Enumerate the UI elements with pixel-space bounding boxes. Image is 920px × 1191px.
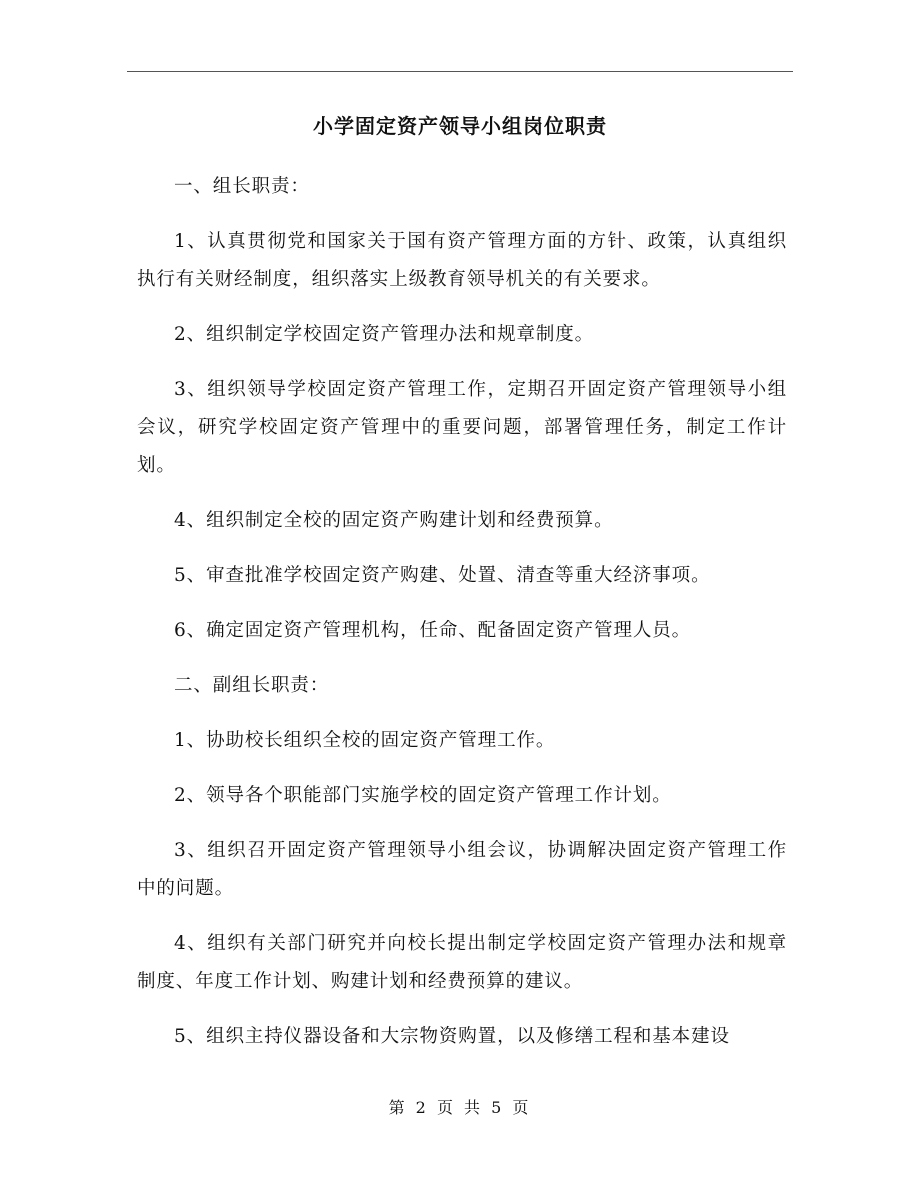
document-title: 小学固定资产领导小组岗位职责 [313, 114, 607, 138]
paragraph: 4、组织有关部门研究并向校长提出制定学校固定资产管理办法和规章制度、年度工作计划、购建计划和经费预算的建议。 [137, 933, 787, 992]
paragraph: 二、副组长职责： [174, 675, 330, 696]
paragraph: 3、组织领导学校固定资产管理工作，定期召开固定资产管理领导小组会议，研究学校固定资产管理中的重要问题，部署管理任务，制定工作计划。 [137, 379, 787, 476]
paragraph: 1、认真贯彻党和国家关于国有资产管理方面的方针、政策，认真组织执行有关财经制度，组织落实上级教育领导机关的有关要求。 [137, 231, 787, 290]
paragraph: 2、组织制定学校固定资产管理办法和规章制度。 [174, 324, 595, 345]
paragraph: 3、组织召开固定资产管理领导小组会议，协调解决固定资产管理工作中的问题。 [137, 840, 787, 899]
paragraph: 6、确定固定资产管理机构，任命、配备固定资产管理人员。 [174, 620, 692, 641]
paragraph: 4、组织制定全校的固定资产购建计划和经费预算。 [174, 510, 614, 531]
document-body [137, 168, 787, 1073]
header-rule [127, 71, 793, 72]
paragraph: 1、协助校长组织全校的固定资产管理工作。 [174, 730, 556, 751]
paragraph: 一、组长职责： [174, 176, 310, 197]
paragraph: 5、组织主持仪器设备和大宗物资购置，以及修缮工程和基本建设 [174, 1026, 730, 1047]
paragraph: 5、审查批准学校固定资产购建、处置、清查等重大经济事项。 [174, 565, 711, 586]
paragraph: 2、领导各个职能部门实施学校的固定资产管理工作计划。 [174, 785, 672, 806]
page-number: 第 2 页 共 5 页 [388, 1098, 532, 1117]
